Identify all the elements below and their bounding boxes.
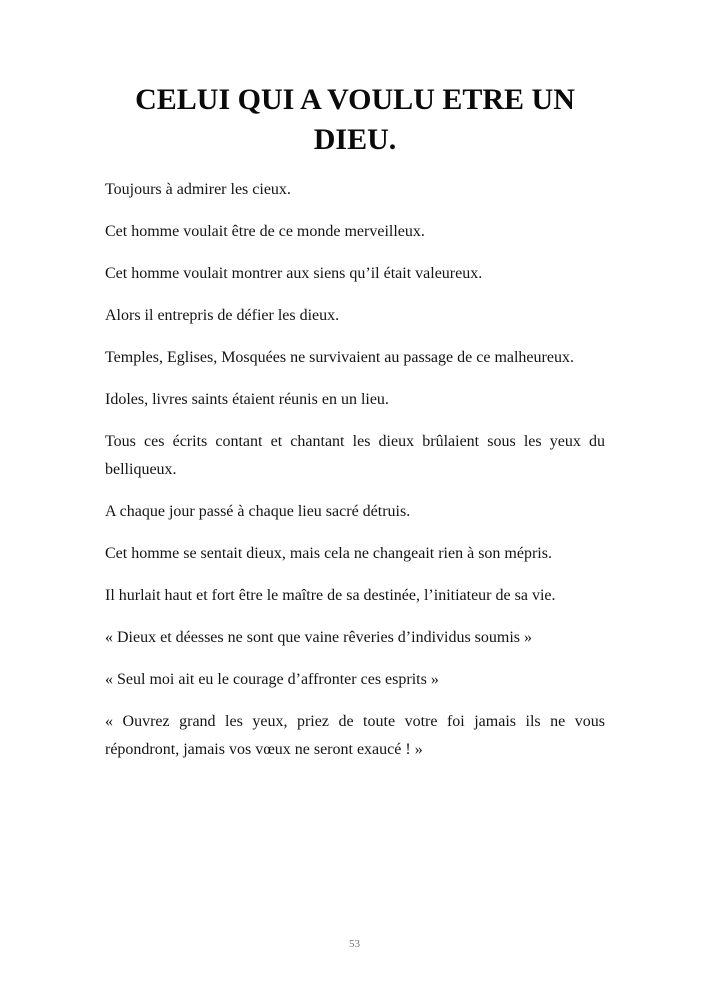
paragraph: Cet homme voulait montrer aux siens qu’il était valeureux.	[105, 265, 483, 282]
paragraph: Toujours à admirer les cieux.	[105, 181, 291, 198]
paragraph: Alors il entrepris de défier les dieux.	[105, 307, 340, 324]
paragraph: « Seul moi ait eu le courage d’affronter ces esprits »	[105, 671, 439, 688]
paragraph: Temples, Eglises, Mosquées ne survivaient au passage de ce malheureux.	[105, 349, 574, 366]
paragraph: A chaque jour passé à chaque lieu sacré détruis.	[105, 503, 411, 520]
paragraph: Cet homme voulait être de ce monde merveilleux.	[105, 223, 425, 240]
paragraph: Il hurlait haut et fort être le maître de sa destinée, l’initiateur de sa vie.	[105, 587, 556, 604]
page-title: CELUI QUI A VOULU ETRE UN DIEU.	[135, 83, 575, 156]
paragraph: Tous ces écrits contant et chantant les dieux brûlaient sous les yeux du belliqueux.	[105, 433, 605, 478]
paragraph: Idoles, livres saints étaient réunis en un lieu.	[105, 391, 389, 408]
paragraph: « Dieux et déesses ne sont que vaine rêveries d’individus soumis »	[105, 629, 533, 646]
paragraph: Cet homme se sentait dieux, mais cela ne changeait rien à son mépris.	[105, 545, 552, 562]
paragraph: « Ouvrez grand les yeux, priez de toute votre foi jamais ils ne vous répondront, jamais vos vœux ne seront exaucé ! »	[105, 713, 605, 758]
page-number: 53	[349, 938, 360, 950]
